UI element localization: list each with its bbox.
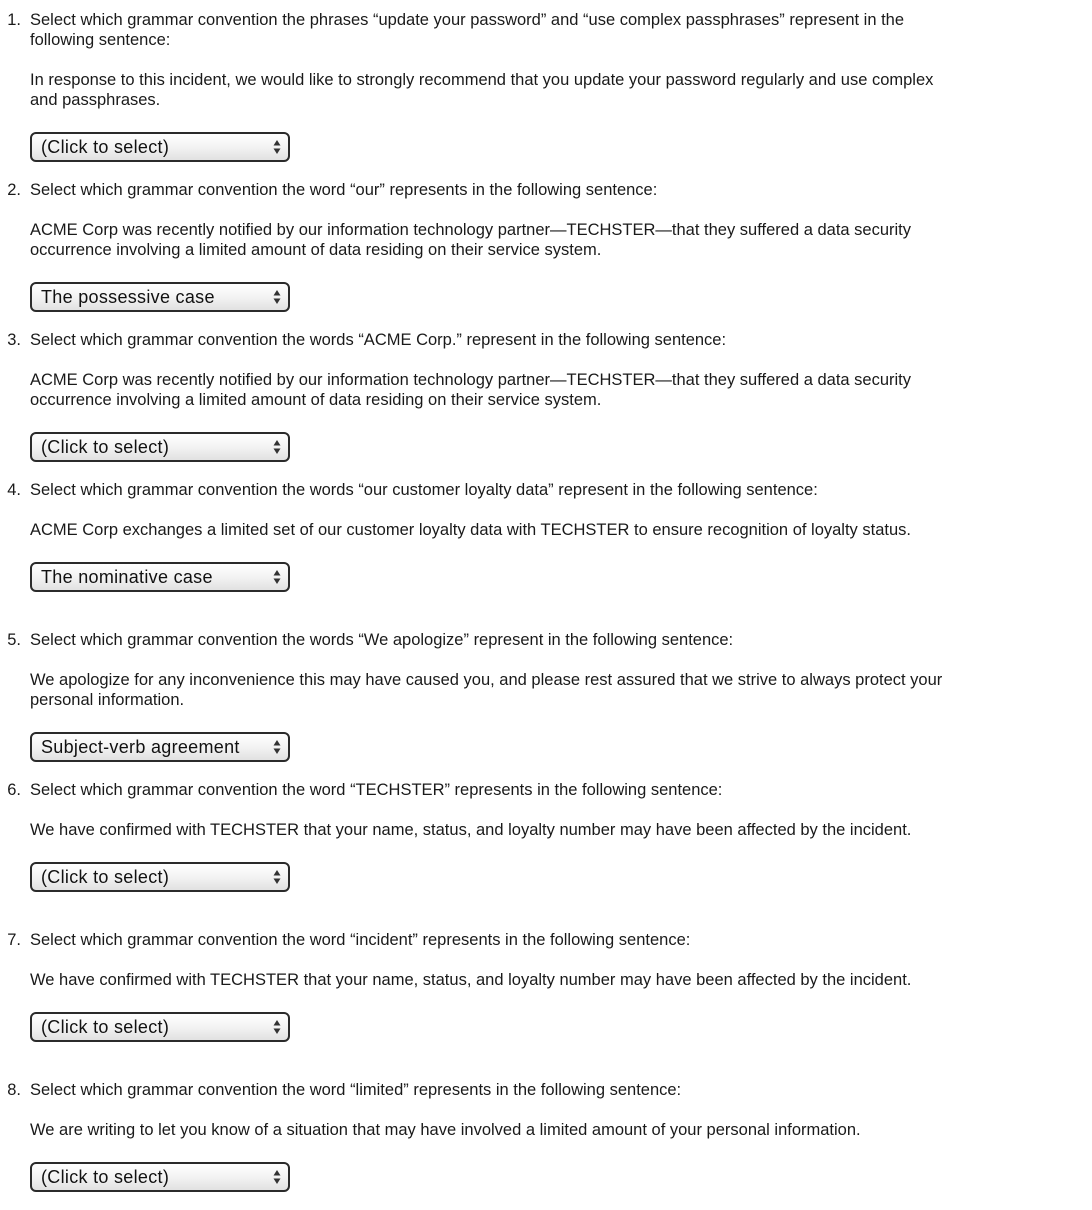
question-prompt: Select which grammar convention the word “incident” represents in the following sentence:: [30, 931, 691, 949]
answer-select-value: (Click to select): [41, 137, 170, 157]
question-item: [0, 780, 960, 892]
question-number: 5.: [7, 631, 21, 649]
question-item: [0, 630, 960, 762]
answer-select-value: The possessive case: [41, 287, 215, 307]
answer-select-value: The nominative case: [41, 567, 213, 587]
answer-select-value: (Click to select): [41, 1167, 170, 1187]
question-number: 3.: [7, 331, 21, 349]
question-sentence: ACME Corp exchanges a limited set of our customer loyalty data with TECHSTER to ensure recognition of loyalty status.: [30, 521, 912, 539]
question-sentence: We have confirmed with TECHSTER that your name, status, and loyalty number may have been affected by the incident.: [30, 971, 912, 989]
question-item: [0, 480, 960, 592]
answer-select[interactable]: [30, 1012, 290, 1042]
answer-select[interactable]: [30, 132, 290, 162]
question-prompt: Select which grammar convention the words “We apologize” represent in the following sentence:: [30, 631, 734, 649]
answer-select[interactable]: [30, 732, 290, 762]
answer-select-value: (Click to select): [41, 1017, 170, 1037]
up-down-chevron-icon: [273, 1019, 281, 1035]
question-number: 4.: [7, 481, 21, 499]
question-item: [0, 10, 960, 162]
question-prompt: Select which grammar convention the word “limited” represents in the following sentence:: [30, 1081, 682, 1099]
up-down-chevron-icon: [273, 289, 281, 305]
question-number: 7.: [7, 931, 21, 949]
up-down-chevron-icon: [273, 569, 281, 585]
up-down-chevron-icon: [273, 869, 281, 885]
question-sentence: In response to this incident, we would like to strongly recommend that you update your password regularly and use complex and passphrases.: [30, 71, 934, 109]
question-sentence: We have confirmed with TECHSTER that your name, status, and loyalty number may have been affected by the incident.: [30, 821, 912, 839]
answer-select[interactable]: [30, 432, 290, 462]
answer-select[interactable]: [30, 562, 290, 592]
answer-select[interactable]: [30, 1162, 290, 1192]
question-prompt: Select which grammar convention the words “ACME Corp.” represent in the following sentence:: [30, 331, 727, 349]
question-number: 1.: [7, 11, 21, 29]
up-down-chevron-icon: [273, 439, 281, 455]
question-item: [0, 180, 960, 312]
question-number: 6.: [7, 781, 21, 799]
question-prompt: Select which grammar convention the phrases “update your password” and “use complex passphrases” represent in the following sentence:: [30, 11, 905, 49]
answer-select[interactable]: [30, 282, 290, 312]
question-prompt: Select which grammar convention the words “our customer loyalty data” represent in the following sentence:: [30, 481, 818, 499]
question-sentence: We apologize for any inconvenience this may have caused you, and please rest assured that we strive to always protect your personal information.: [30, 671, 943, 709]
question-item: [0, 330, 960, 462]
answer-select-value: (Click to select): [41, 867, 170, 887]
up-down-chevron-icon: [273, 1169, 281, 1185]
answer-select-value: (Click to select): [41, 437, 170, 457]
question-sentence: ACME Corp was recently notified by our information technology partner—TECHSTER—that they suffered a data security occurrence involving a limited amount of data residing on their service system.: [30, 221, 912, 259]
up-down-chevron-icon: [273, 139, 281, 155]
question-prompt: Select which grammar convention the word “TECHSTER” represents in the following sentence:: [30, 781, 723, 799]
question-item: [0, 1080, 960, 1192]
question-item: [0, 930, 960, 1042]
question-number: 8.: [7, 1081, 21, 1099]
question-number: 2.: [7, 181, 21, 199]
question-prompt: Select which grammar convention the word “our” represents in the following sentence:: [30, 181, 658, 199]
up-down-chevron-icon: [273, 739, 281, 755]
answer-select[interactable]: [30, 862, 290, 892]
answer-select-value: Subject-verb agreement: [41, 737, 240, 757]
question-sentence: We are writing to let you know of a situation that may have involved a limited amount of your personal information.: [30, 1121, 861, 1139]
question-sentence: ACME Corp was recently notified by our information technology partner—TECHSTER—that they suffered a data security occurrence involving a limited amount of data residing on their service system.: [30, 371, 912, 409]
